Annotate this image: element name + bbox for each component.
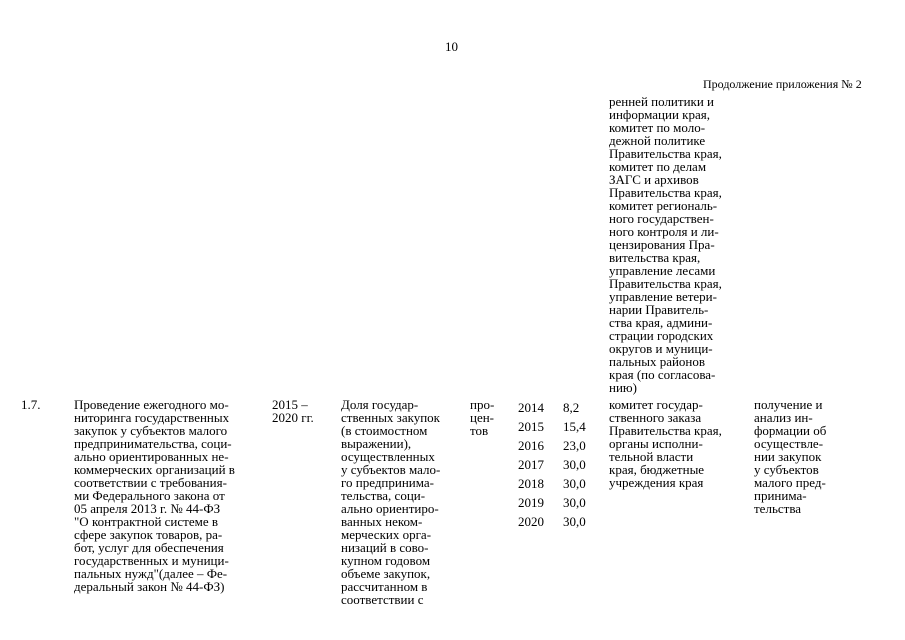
year-value: 15,4 — [563, 419, 586, 434]
year-value: 30,0 — [563, 514, 586, 529]
executor-cell: комитет государ- ственного заказа Правительства края, органы исполни- тельной власти края, бюджетные учреждения края — [609, 397, 722, 490]
page-number: 10 — [445, 39, 458, 54]
year-value: 30,0 — [563, 495, 586, 510]
year-label: 2019 — [518, 495, 544, 510]
continuation-label: Продолжение приложения № 2 — [703, 77, 862, 91]
event-cell: Проведение ежегодного мо- ниторинга государственных закупок у субъектов малого предпринимательства, соци- ально ориентированных не- коммерческих организаций в соответствии с требования- ми Федерального закона от 05 апреля 2013 г. № 44-ФЗ "О контрактной системе в сфере закупок товаров, ра- бот, услуг для обеспечения государственных и муници- пальных нужд"(далее – Фе- деральный закон № 44-ФЗ) — [74, 397, 235, 594]
period-cell: 2015 – 2020 гг. — [272, 397, 314, 425]
year-value-row — [518, 474, 603, 493]
year-value: 8,2 — [563, 400, 580, 415]
row-number-cell: 1.7. — [21, 397, 41, 412]
year-label: 2018 — [518, 476, 544, 491]
year-value: 30,0 — [563, 457, 586, 472]
year-value-row — [518, 512, 603, 531]
year-label: 2015 — [518, 419, 544, 434]
unit-cell: про- цен- тов — [470, 397, 495, 438]
previous-row-executor-cell: ренней политики и информации края, комитет по моло- дежной политике Правительства края, комитет по делам ЗАГС и архивов Правительства края, комитет региональ- ного государствен- ного контроля и ли- цензирования Пра- вительства края, управление лесами Правительства края, управление ветери- нарии Правитель- ства края, админи- страции городских округов и муници- пальных районов края (по согласова- нию) — [609, 94, 722, 395]
year-value-row — [518, 398, 603, 417]
year-value: 23,0 — [563, 438, 586, 453]
year-value: 30,0 — [563, 476, 586, 491]
year-label: 2014 — [518, 400, 544, 415]
year-values-cell — [518, 398, 603, 531]
year-value-row — [518, 493, 603, 512]
result-cell: получение и анализ ин- формации об осуществле- нии закупок у субъектов малого пред- принима- тельства — [754, 397, 827, 516]
year-value-row — [518, 436, 603, 455]
year-value-row — [518, 417, 603, 436]
year-label: 2016 — [518, 438, 544, 453]
indicator-cell: Доля государ- ственных закупок (в стоимостном выражении), осуществленных у субъектов мало- го предпринима- тельства, соци- ально ориентиро- ванных неком- мерческих орга- низаций в сово- купном годовом объеме закупок, рассчитанном в соответствии с — [341, 397, 441, 607]
year-value-row — [518, 455, 603, 474]
year-label: 2017 — [518, 457, 544, 472]
year-label: 2020 — [518, 514, 544, 529]
